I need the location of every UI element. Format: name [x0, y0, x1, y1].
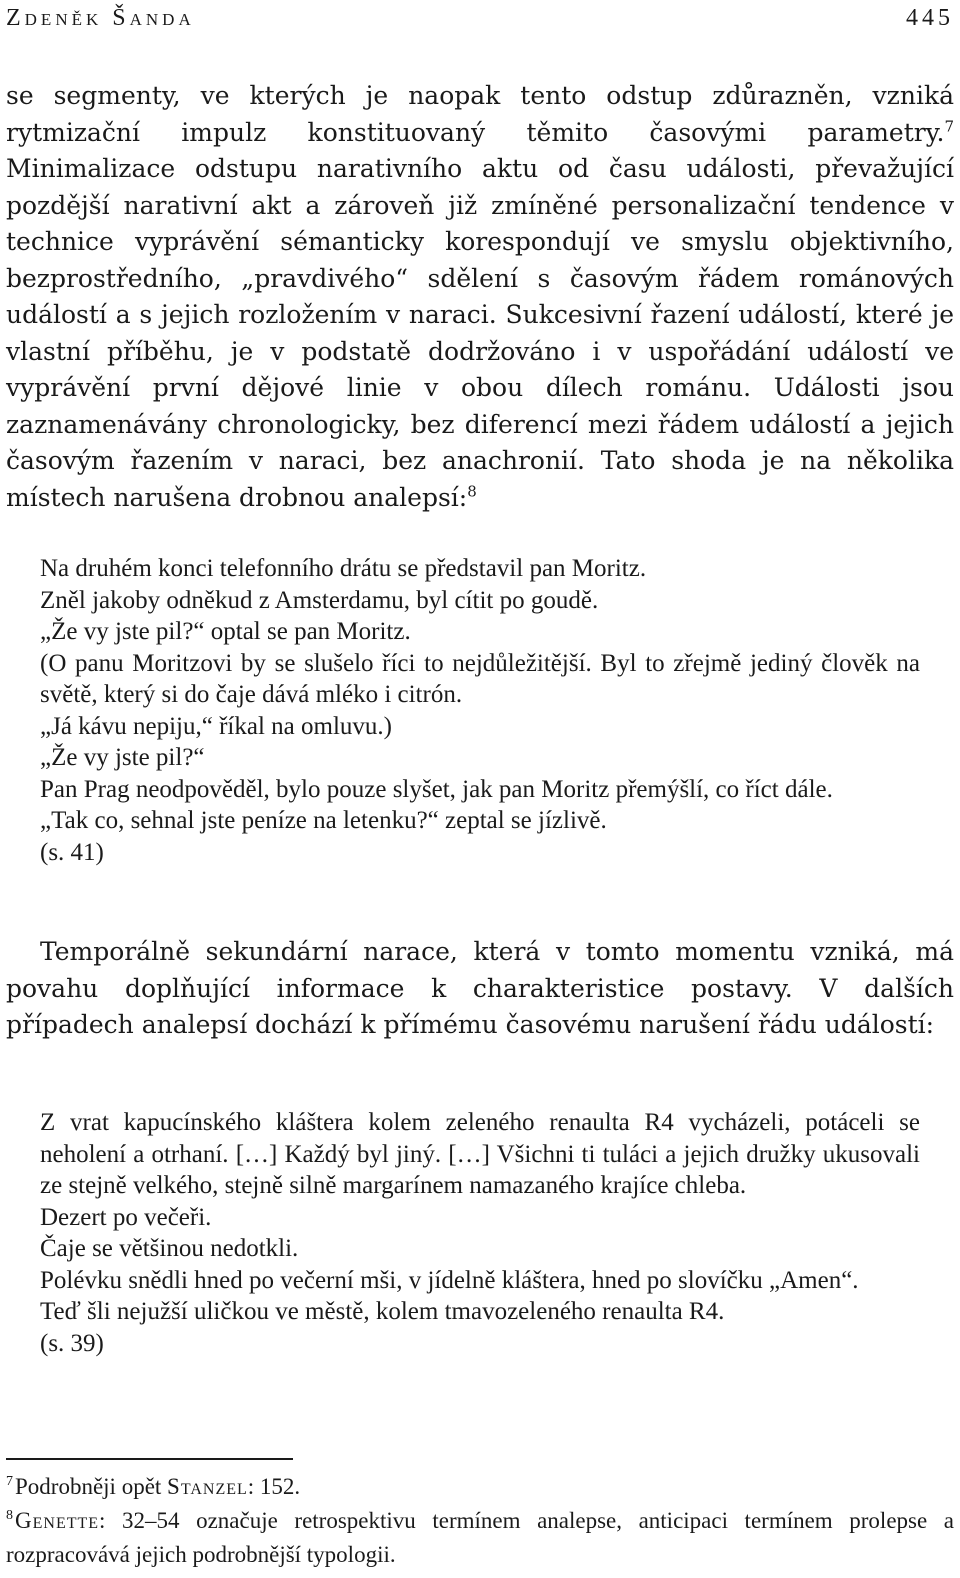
- running-header-author: Zdeněk Šanda: [6, 5, 195, 31]
- quote-line: „Že vy jste pil?“ optal se pan Moritz.: [40, 618, 411, 645]
- paragraph-text: Minimalizace odstupu narativního aktu od času události, převažující pozdější narativní akt a zároveň již zmíněné personalizační tendence v technice vyprávění sémanticky korespondují ve smyslu objektivního, bezprostředního, „pravdivého“ sdělení s časovým řádem románových událostí a s jejich rozložením v naraci. Sukcesivní řazení událostí, které je vlastní příběhu, je v podstatě dodržováno i v uspořádání událostí ve vyprávění první dějové linie v obou dílech románu. Události jsou zaznamenávány chronologicky, bez diferencí mezi řádem událostí a jejich časovým řazením v naraci, bez anachronií. Tato shoda je na několika místech narušena drobnou analepsí:: [6, 154, 954, 512]
- footnote-number: 8: [6, 1508, 13, 1524]
- block-quote-2: [40, 1107, 920, 1359]
- footnotes: [6, 1470, 954, 1572]
- footnote-cited-author: Genette: [15, 1508, 100, 1533]
- footnote-divider: [6, 1458, 293, 1460]
- footnote-text: : 32–54 označuje retrospektivu termínem analepse, anticipaci termínem prolepse a rozpracovává jejich podrobnější typologii.: [6, 1508, 954, 1567]
- footnote-text: Podrobněji opět: [15, 1474, 162, 1499]
- quote-paragraph: Z vrat kapucínského kláštera kolem zeleného renaulta R4 vycházeli, potáceli se neholení a otrhaní. […] Každý byl jiný. […] Všichni ti tuláci a jejich družky ukusovali ze stejně velkého, stejně silně margarínem namazaného krajíce chleba.: [40, 1109, 920, 1199]
- footnote-number: 7: [6, 1474, 13, 1490]
- footnote-cited-author: Stanzel: [167, 1474, 248, 1499]
- quote-paragraph: Pan Prag neodpověděl, bylo pouze slyšet, jak pan Moritz přemýšlí, co říct dále.: [40, 775, 833, 803]
- quote-line: Dezert po večeři.: [40, 1203, 212, 1231]
- quote-line: „Že vy jste pil?“: [40, 744, 205, 771]
- quote-paragraph: Polévku snědli hned po večerní mši, v jídelně kláštera, hned po slovíčku „Amen“.: [40, 1266, 859, 1294]
- footnote-8: [6, 1504, 954, 1572]
- body-paragraph-2: Temporálně sekundární narace, která v tomto momentu vzniká, má povahu doplňující informace k charakteristice postavy. V dalších případech analepsí dochází k přímému časovému narušení řádu událostí:: [6, 937, 954, 1039]
- footnote-ref-8: 8: [467, 482, 477, 501]
- footnote-7: [6, 1470, 954, 1504]
- quote-line: Na druhém konci telefonního drátu se představil pan Moritz.: [40, 555, 647, 582]
- page-number: 445: [906, 5, 954, 31]
- quote-paragraph: (O panu Moritzovi by se slušelo říci to nejdůležitější. Byl to zřejmě jediný člověk na světě, který si do čaje dává mléko i citrón.: [40, 649, 920, 708]
- quote-line: „Tak co, sehnal jste peníze na letenku?“ zeptal se jízlivě.: [40, 807, 607, 834]
- body-paragraph-1: [6, 78, 954, 516]
- quote-citation: (s. 41): [40, 838, 104, 866]
- running-header: [6, 5, 954, 35]
- quote-line: Čaje se většinou nedotkli.: [40, 1235, 299, 1262]
- footnote-text: : 152.: [247, 1474, 301, 1499]
- quote-citation: (s. 39): [40, 1329, 104, 1357]
- block-quote-1: [40, 553, 920, 868]
- paragraph-text: se segmenty, ve kterých je naopak tento odstup zdůrazněn, vzniká rytmizační impulz konstituovaný těmito časovými parametry.: [6, 81, 954, 147]
- footnote-ref-7: 7: [944, 117, 954, 136]
- quote-line: „Já kávu nepiju,“ říkal na omluvu.): [40, 712, 392, 740]
- quote-line: Zněl jakoby odněkud z Amsterdamu, byl cítit po goudě.: [40, 586, 599, 614]
- quote-line: Teď šli nejužší uličkou ve městě, kolem tmavozeleného renaulta R4.: [40, 1298, 725, 1325]
